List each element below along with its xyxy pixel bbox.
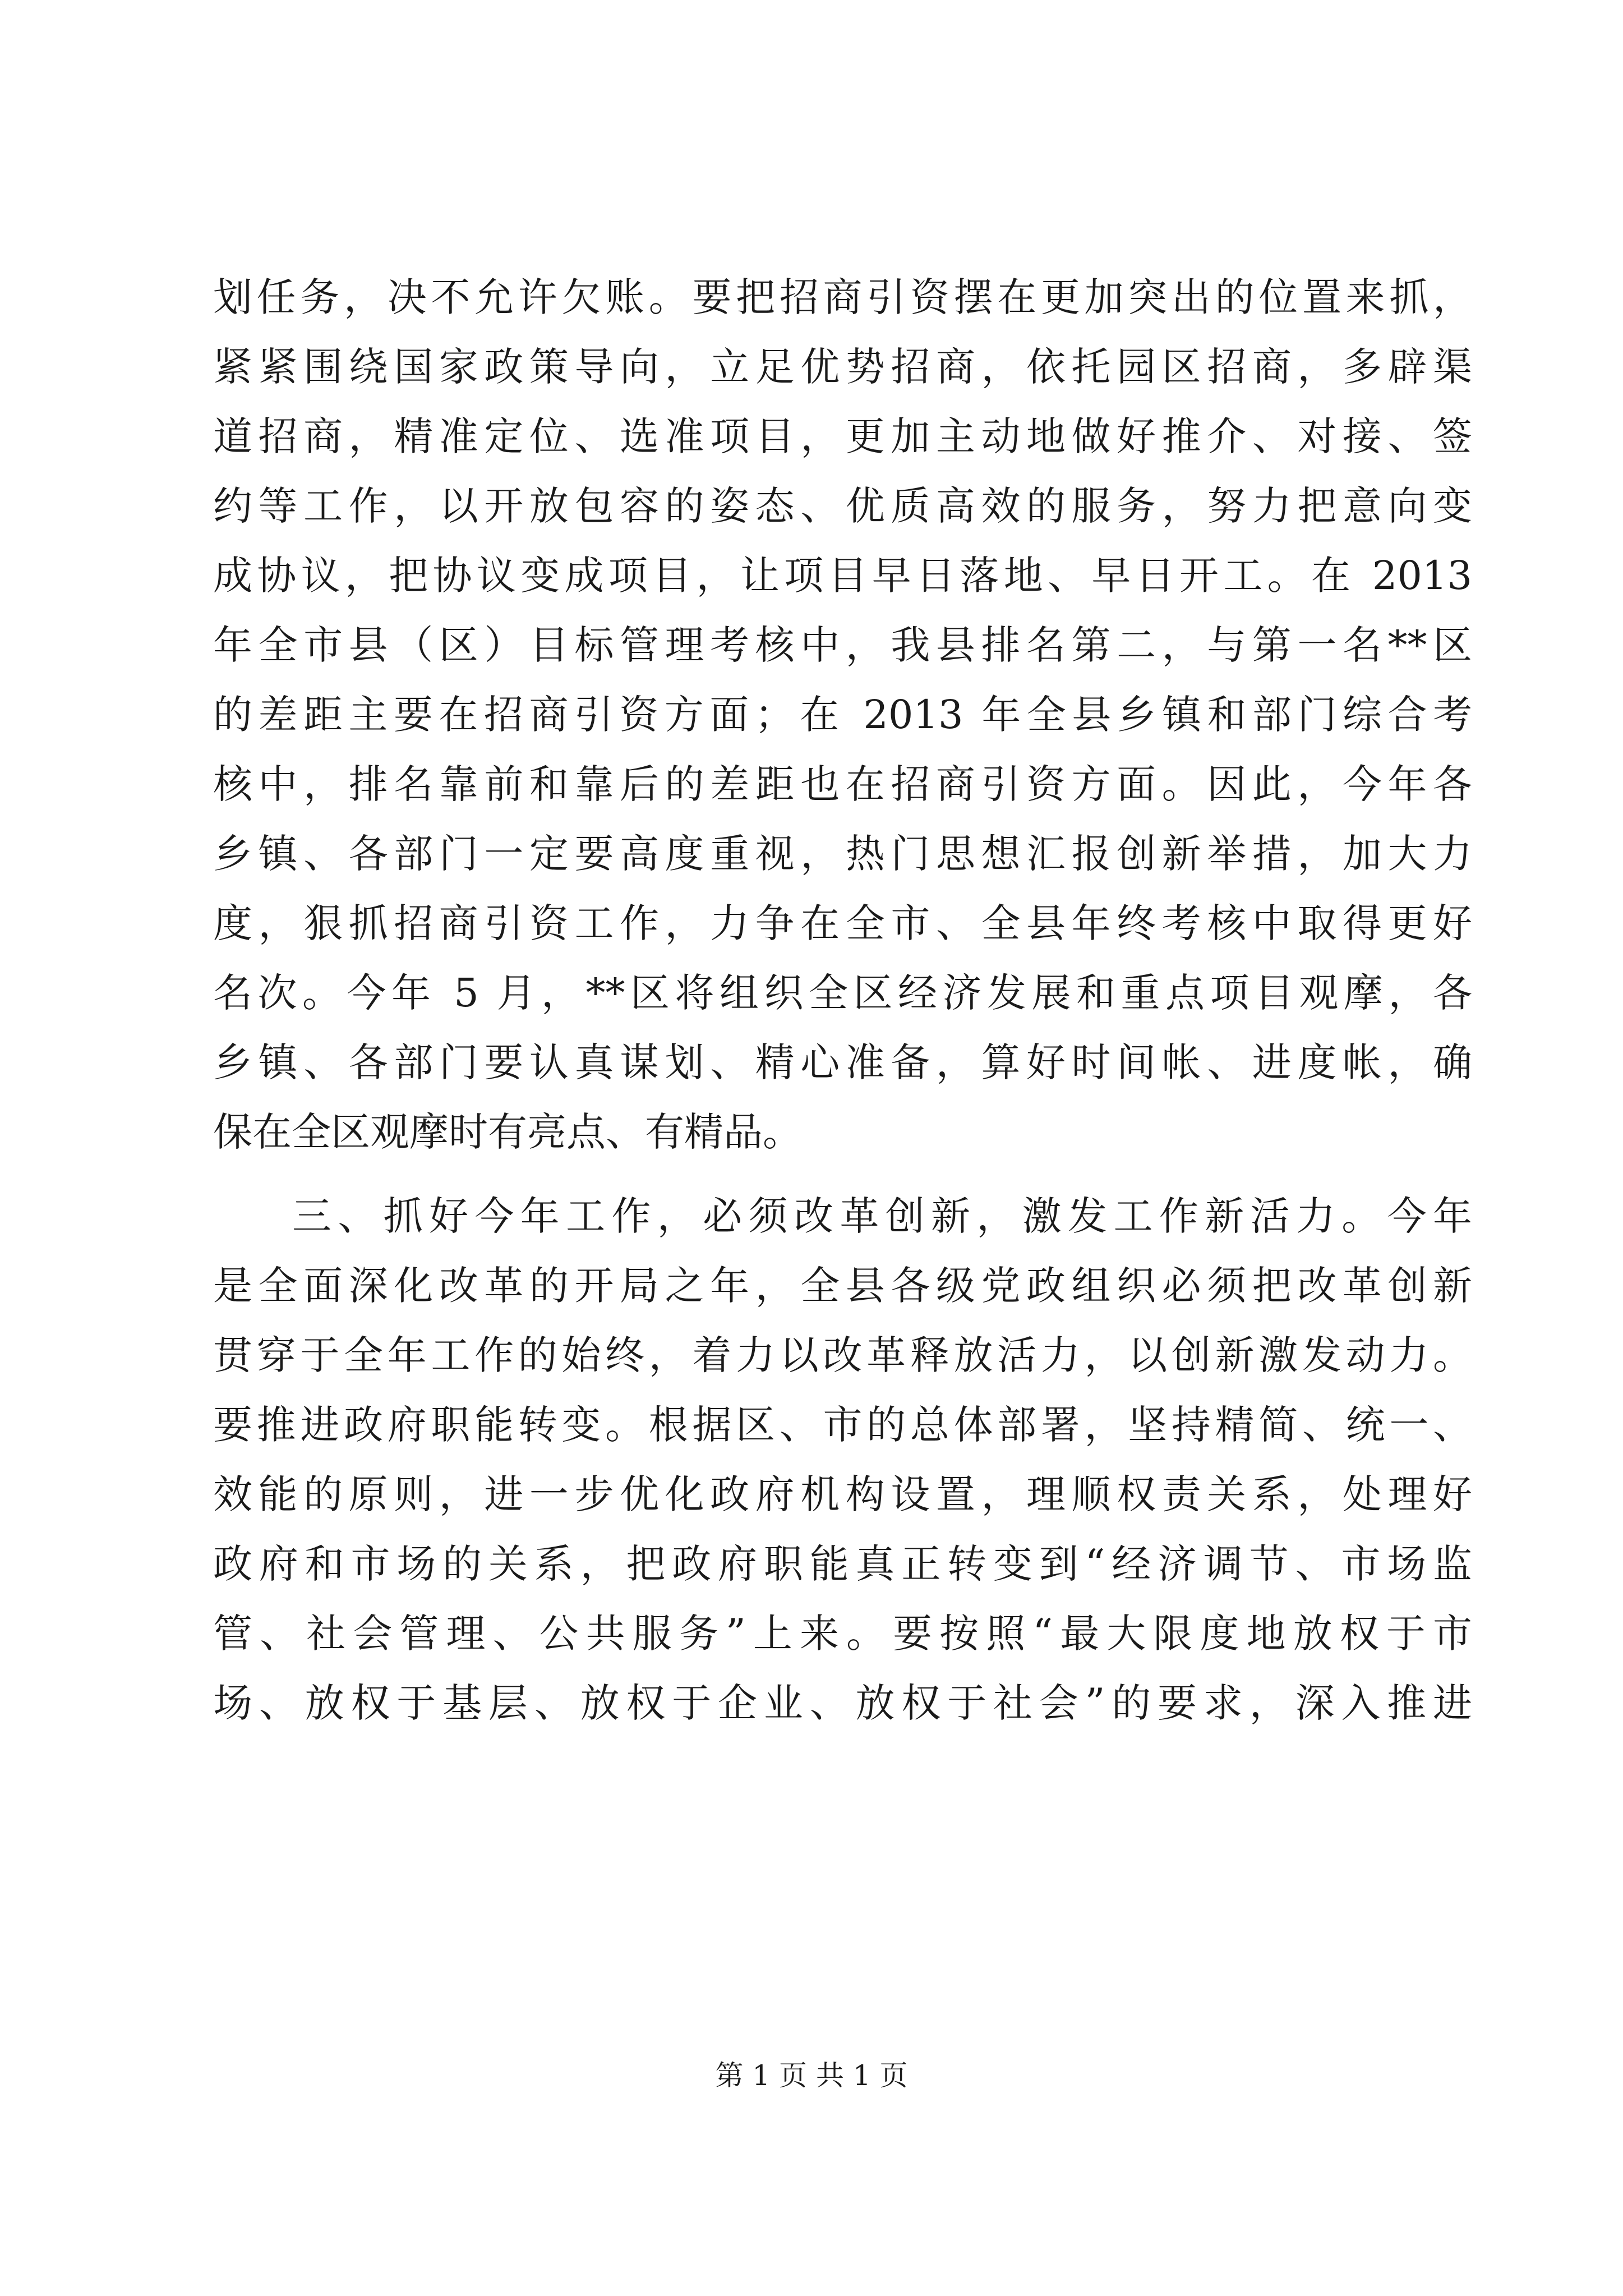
text-line: 贯穿于全年工作的始终，着力以改革释放活力，以创新激发动力。 [213,1332,1472,1378]
text-line: 保在全区观摩时有亮点、有精品。 [213,1109,802,1155]
paragraph-spacer [213,1167,1472,1181]
text-line: 是全面深化改革的开局之年，全县各级党政组织必须把改革创新 [213,1263,1472,1309]
text-line: 道招商，精准定位、选准项目，更加主动地做好推介、对接、签 [213,413,1472,459]
paragraph-1 [213,263,1472,1167]
text-line: 要推进政府职能转变。根据区、市的总体部署，坚持精简、统一、 [213,1402,1472,1448]
text-line: 管、社会管理、公共服务”上来。要按照“最大限度地放权于市 [213,1611,1472,1657]
text-line: 紧紧围绕国家政策导向，立足优势招商，依托园区招商，多辟渠 [213,344,1472,390]
text-line: 乡镇、各部门一定要高度重视，热门思想汇报创新举措，加大力 [213,831,1472,877]
text-line: 政府和市场的关系，把政府职能真正转变到“经济调节、市场监 [213,1541,1472,1587]
text-line: 场、放权于基层、放权于企业、放权于社会”的要求，深入推进 [213,1680,1472,1726]
text-line: 效能的原则，进一步优化政府机构设置，理顺权责关系，处理好 [213,1471,1472,1517]
text-line: 名次。今年 5 月，**区将组织全区经济发展和重点项目观摩，各 [213,970,1472,1016]
paragraph-2 [213,1181,1472,1738]
page-footer [0,2059,1623,2092]
page-number: 第 1 页 共 1 页 [715,2059,908,2092]
text-line: 核中，排名靠前和靠后的差距也在招商引资方面。因此，今年各 [213,761,1472,807]
text-line: 的差距主要在招商引资方面；在 2013 年全县乡镇和部门综合考 [213,692,1472,738]
text-line: 划任务，决不允许欠账。要把招商引资摆在更加突出的位置来抓， [213,274,1472,320]
text-line: 度，狠抓招商引资工作，力争在全市、全县年终考核中取得更好 [213,900,1472,946]
text-line: 成协议，把协议变成项目，让项目早日落地、早日开工。在 2013 [213,553,1472,599]
text-line: 三、抓好今年工作，必须改革创新，激发工作新活力。今年 [292,1193,1472,1239]
text-line: 约等工作，以开放包容的姿态、优质高效的服务，努力把意向变 [213,483,1472,529]
text-line: 乡镇、各部门要认真谋划、精心准备，算好时间帐、进度帐，确 [213,1039,1472,1085]
text-line: 年全市县（区）目标管理考核中，我县排名第二，与第一名**区 [213,622,1472,668]
document-body [213,263,1472,1738]
